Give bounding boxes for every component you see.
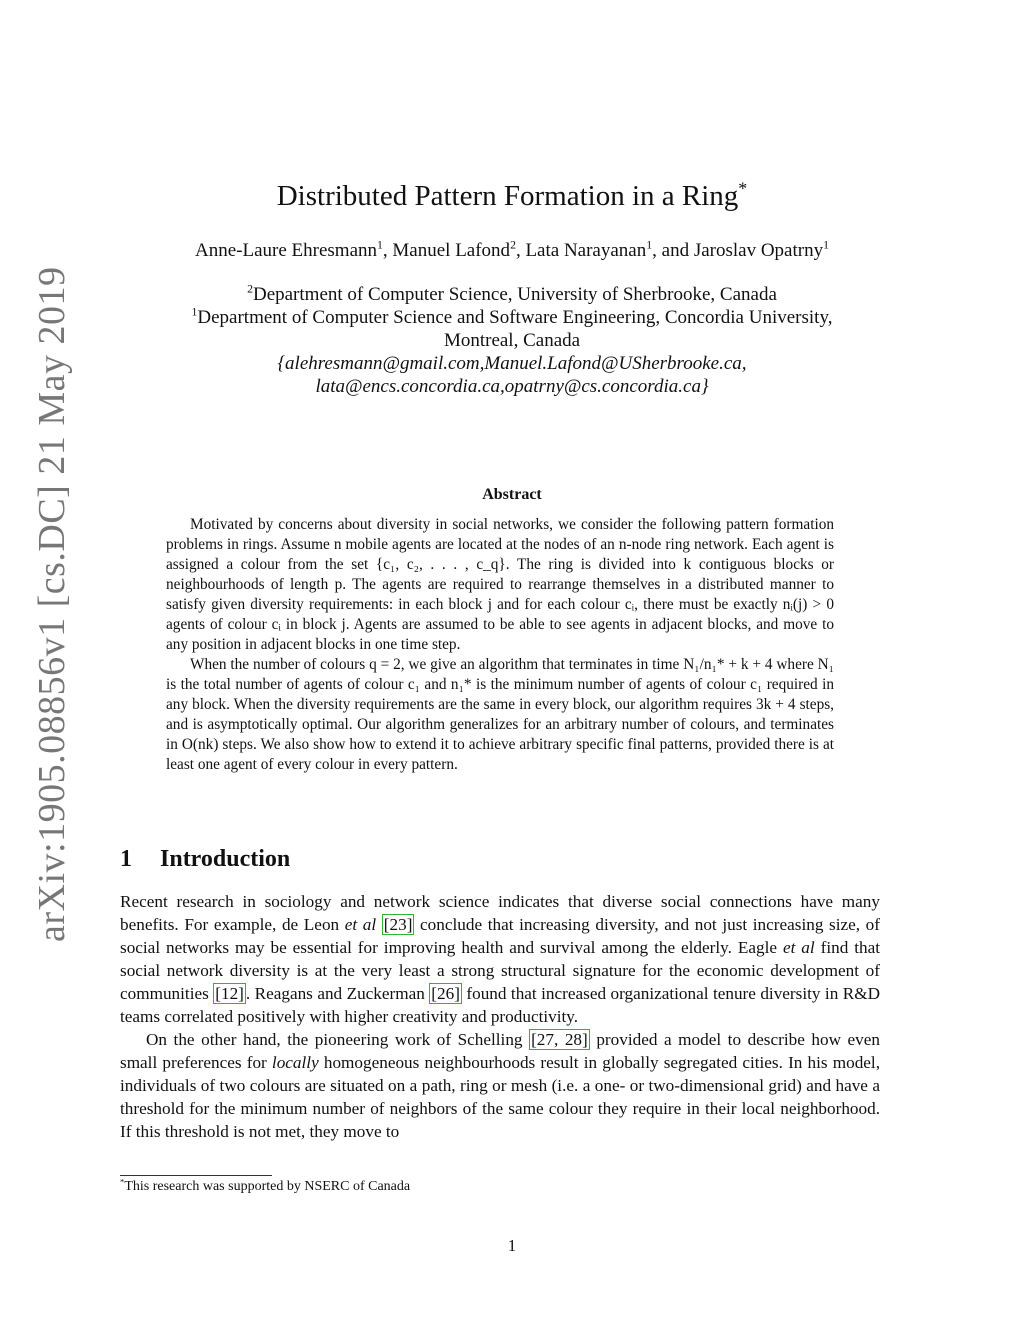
author-list: [0, 240, 1024, 262]
text-run: provided a model to describe how even small preferences for: [120, 1030, 880, 1072]
affil-mark: 2: [247, 282, 253, 296]
footnote: [120, 1176, 411, 1195]
author-separator: ,: [515, 240, 526, 261]
emphasis: et al: [344, 915, 377, 934]
abstract-paragraph: When the number of colours q = 2, we give an algorithm that terminates in time N₁/n₁* + k + 4 where N₁ is the total number of agents of colour c₁ and n₁* is the minimum number of agents of colour c₁ required in any block. When the diversity requirements are the same in every block, our algorithm requires 3k + 4 steps, and is asymptotically optimal. Our algorithm generalizes for an arbitrary number of colours, and terminates in O(nk) steps. We also show how to extend it to achieve arbitrary specific final patterns, provided there is at least one agent of every colour in every pattern.: [166, 656, 834, 773]
text-run: Recent research in sociology and network science indicates that diverse social connections have many benefits. For example, de Leon: [120, 892, 880, 934]
author-separator: , and: [652, 240, 694, 261]
intro-body: [120, 890, 880, 1143]
abstract-heading: Abstract: [482, 486, 542, 503]
email-list-line: lata@encs.concordia.ca,opatrny@cs.concordia.ca}: [315, 376, 709, 397]
text-run: On the other hand, the pioneering work of Schelling: [146, 1030, 530, 1049]
arxiv-identifier: arXiv:1905.08856v1 [cs.DC] 21 May 2019: [31, 266, 73, 942]
citation-link[interactable]: [26]: [431, 984, 460, 1003]
emphasis: et al: [782, 938, 815, 957]
text-run: homogeneous neighbourhoods result in globally segregated cities. In his model, individuals of two colours are situated on a path, ring or mesh (i.e. a one- or two-dimensional grid) and have a threshold for the minimum number of neighbors of the same colour they require in their local neighborhood. If this threshold is not met, they move to: [120, 1053, 880, 1141]
footnote-rule: [120, 1175, 272, 1176]
citation-link[interactable]: [23]: [383, 915, 413, 934]
abstract-body: [166, 515, 834, 775]
text-run: conclude that increasing diversity, and not just increasing size, of social networks may be essential for improving health and survival among the elderly. Eagle: [120, 915, 880, 957]
section-number: 1: [120, 846, 132, 872]
text-run: found that increased organizational tenure diversity in R&D teams correlated positively with higher creativity and productivity.: [120, 984, 880, 1026]
author-name: Lata Narayanan: [525, 240, 647, 261]
affiliation-text: Department of Computer Science and Software Engineering, Concordia University,: [197, 307, 833, 328]
email-list-line: {alehresmann@gmail.com,Manuel.Lafond@USherbrooke.ca,: [277, 353, 747, 374]
section-heading: [120, 846, 290, 873]
affiliation-sherbrooke: [0, 283, 1024, 306]
text-run: . Reagans and Zuckerman: [245, 984, 430, 1003]
emphasis: locally: [271, 1053, 319, 1072]
author-name: Jaroslav Opatrny: [693, 240, 824, 261]
paper-title: [0, 180, 1024, 213]
citation-link[interactable]: [12]: [215, 984, 244, 1003]
affiliation-concordia: [0, 306, 1024, 329]
title-text: Distributed Pattern Formation in a Ring: [276, 180, 739, 212]
section-title: Introduction: [160, 846, 291, 872]
affiliation-city: Montreal, Canada: [443, 330, 581, 351]
title-footnote-mark: *: [738, 178, 748, 199]
affiliations: [0, 283, 1024, 398]
footnote-text: This research was supported by NSERC of Canada: [124, 1179, 411, 1194]
text-run: find that social network diversity is at the very least a strong structural signature for the economic development of communities: [120, 938, 880, 1003]
affiliation-text: Department of Computer Science, University of Sherbrooke, Canada: [252, 284, 777, 305]
author-affil-mark: 2: [510, 238, 516, 252]
citation-link[interactable]: [27, 28]: [531, 1030, 588, 1049]
abstract-paragraph: Motivated by concerns about diversity in social networks, we consider the following pattern formation problems in rings. Assume n mobile agents are located at the nodes of an n-node ring network. Each agent is assigned a colour from the set {c₁, c₂, . . . , c_q}. The ring is divided into k contiguous blocks or neighbourhoods of length p. The agents are required to rearrange themselves in a distributed manner to satisfy given diversity requirements: in each block j and for each colour cᵢ, there must be exactly nᵢ(j) > 0 agents of colour cᵢ in block j. Agents are assumed to be able to see agents in adjacent blocks, and move to any position in adjacent blocks in one time step.: [166, 516, 834, 653]
intro-paragraph: [120, 890, 880, 1028]
author-separator: ,: [382, 240, 393, 261]
author-name: Manuel Lafond: [392, 240, 511, 261]
page-number: 1: [507, 1236, 517, 1255]
author-affil-mark: 1: [646, 238, 653, 252]
author-name: Anne-Laure Ehresmann: [195, 240, 378, 261]
affil-mark: 1: [191, 305, 198, 319]
author-affil-mark: 1: [377, 238, 383, 252]
intro-paragraph: [120, 1028, 880, 1143]
author-affil-mark: 1: [823, 238, 829, 252]
footnote-mark: *: [120, 1176, 125, 1187]
